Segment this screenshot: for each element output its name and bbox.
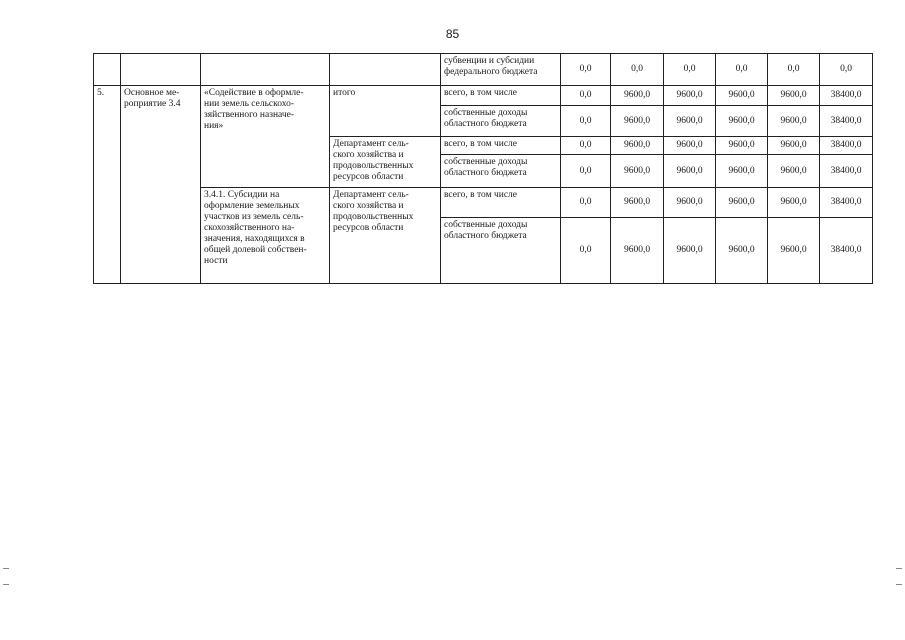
executor-cell: Департамент сель- ского хозяйства и продовольственных ресурсов области (330, 188, 441, 284)
value-cell: 9600,0 (611, 137, 664, 155)
value-cell: 38400,0 (820, 106, 873, 137)
funding-source-cell: всего, в том числе (441, 86, 561, 106)
executor-cell (330, 54, 441, 86)
funding-source-cell: собственные доходы областного бюджета (441, 155, 561, 188)
measure-cell: «Содействие в оформле- нии земель сельскохо- зяйственного назначе- ния» (201, 86, 330, 188)
value-cell: 9600,0 (716, 137, 768, 155)
value-cell: 9600,0 (768, 188, 820, 218)
value-cell: 38400,0 (820, 137, 873, 155)
budget-table (93, 53, 873, 284)
value-cell: 0,0 (561, 188, 611, 218)
value-cell: 9600,0 (716, 188, 768, 218)
value-cell: 38400,0 (820, 86, 873, 106)
page-number: 85 (445, 27, 460, 41)
scan-edge-mark (896, 568, 902, 569)
name-cell (121, 54, 201, 86)
value-cell: 9600,0 (611, 155, 664, 188)
value-cell: 9600,0 (768, 155, 820, 188)
value-cell: 0,0 (561, 106, 611, 137)
value-cell: 0,0 (820, 54, 873, 86)
value-cell: 0,0 (716, 54, 768, 86)
value-cell: 9600,0 (611, 188, 664, 218)
value-cell: 9600,0 (768, 137, 820, 155)
value-cell: 0,0 (561, 137, 611, 155)
value-cell: 0,0 (561, 86, 611, 106)
value-cell: 0,0 (611, 54, 664, 86)
measure-cell: 3.4.1. Субсидии на оформление земельных участков из земель сель- скохозяйственного на- значения, находящихся в общей долевой собствен- ности (201, 188, 330, 284)
value-cell: 9600,0 (611, 106, 664, 137)
value-cell: 9600,0 (716, 155, 768, 188)
value-cell: 9600,0 (768, 106, 820, 137)
value-cell: 0,0 (664, 54, 716, 86)
funding-source-cell: всего, в том числе (441, 188, 561, 218)
value-cell: 9600,0 (611, 218, 664, 284)
value-cell: 9600,0 (664, 218, 716, 284)
row-number-cell (94, 54, 121, 86)
measure-cell (201, 54, 330, 86)
scan-edge-mark (3, 584, 9, 585)
name-cell: Основное ме- роприятие 3.4 (121, 86, 201, 284)
value-cell: 9600,0 (664, 137, 716, 155)
value-cell: 9600,0 (768, 218, 820, 284)
value-cell: 0,0 (561, 155, 611, 188)
scan-edge-mark (3, 568, 9, 569)
value-cell: 9600,0 (664, 86, 716, 106)
table-row (94, 86, 873, 106)
value-cell: 9600,0 (716, 86, 768, 106)
value-cell: 0,0 (768, 54, 820, 86)
executor-cell: итого (330, 86, 441, 137)
value-cell: 9600,0 (611, 86, 664, 106)
funding-source-cell: собственные доходы областного бюджета (441, 106, 561, 137)
value-cell: 9600,0 (664, 188, 716, 218)
table-row (94, 54, 873, 86)
table-row (94, 188, 873, 218)
row-number-cell: 5. (94, 86, 121, 284)
funding-source-cell: всего, в том числе (441, 137, 561, 155)
value-cell: 9600,0 (664, 106, 716, 137)
value-cell: 38400,0 (820, 155, 873, 188)
value-cell: 0,0 (561, 54, 611, 86)
value-cell: 38400,0 (820, 188, 873, 218)
value-cell: 9600,0 (716, 218, 768, 284)
value-cell: 9600,0 (716, 106, 768, 137)
value-cell: 9600,0 (768, 86, 820, 106)
funding-source-cell: собственные доходы областного бюджета (441, 218, 561, 284)
scan-edge-mark (896, 584, 902, 585)
executor-cell: Департамент сель- ского хозяйства и продовольственных ресурсов области (330, 137, 441, 188)
funding-source-cell: субвенции и субсидии федерального бюджета (441, 54, 561, 86)
value-cell: 38400,0 (820, 218, 873, 284)
value-cell: 9600,0 (664, 155, 716, 188)
value-cell: 0,0 (561, 218, 611, 284)
